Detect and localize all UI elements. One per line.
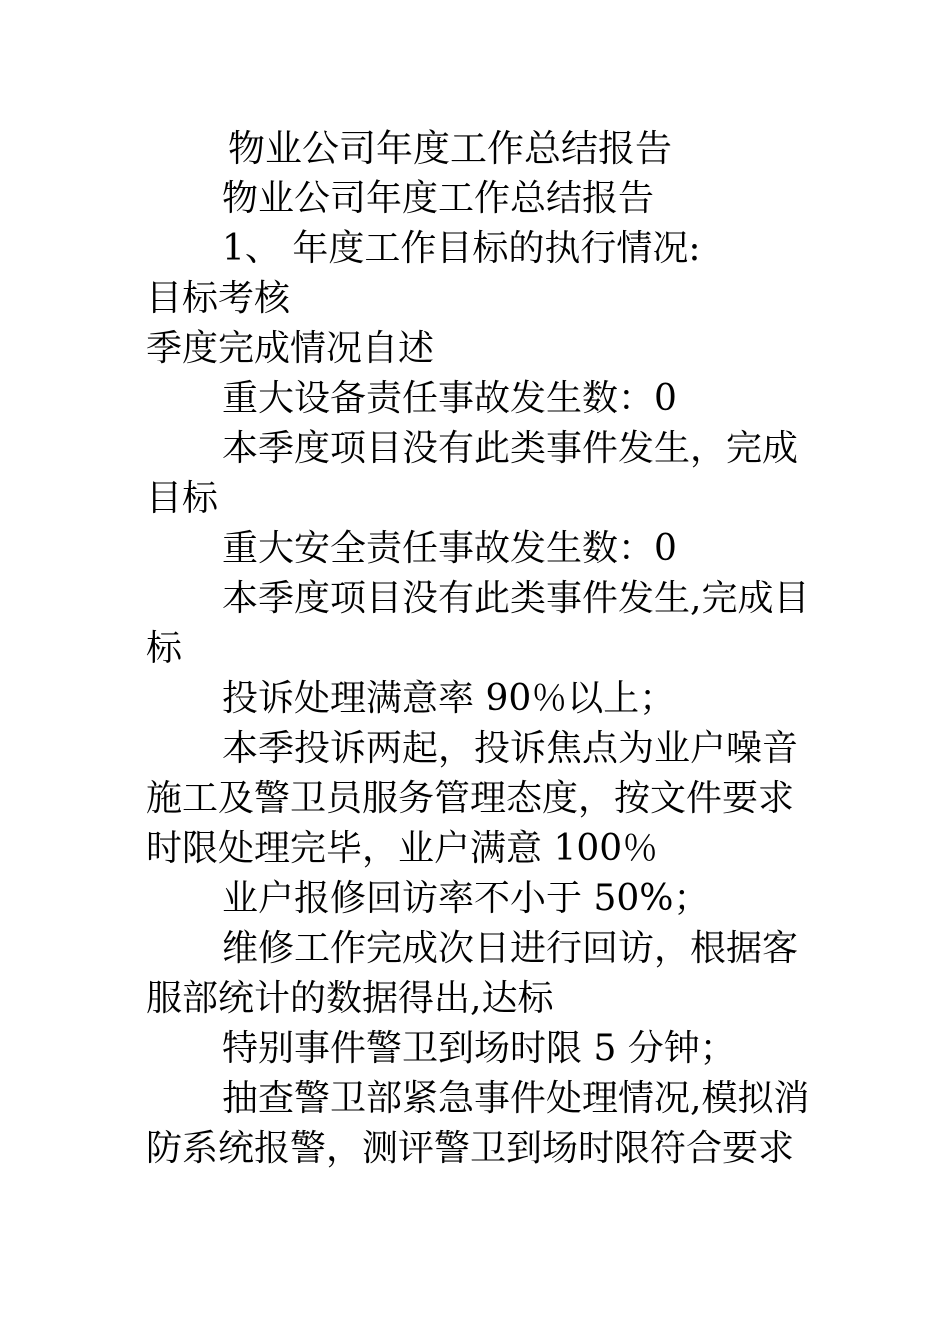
paragraph: 目标考核 — [146, 278, 291, 319]
document-body — [146, 124, 816, 1174]
paragraph: 业户报修回访率不小于 50%； — [222, 878, 710, 919]
paragraph: 本季投诉两起，投诉焦点为业户噪音施工及警卫员服务管理态度，按文件要求时限处理完毕，业户满意 100％ — [146, 728, 799, 869]
paragraph: 重大设备责任事故发生数：0 — [222, 378, 677, 419]
paragraph: 本季度项目没有此类事件发生,完成目标 — [146, 578, 810, 669]
paragraph: 抽查警卫部紧急事件处理情况,模拟消防系统报警，测评警卫到场时限符合要求 — [146, 1078, 810, 1169]
paragraph: 季度完成情况自述 — [146, 328, 435, 369]
paragraph: 维修工作完成次日进行回访，根据客服部统计的数据得出,达标 — [146, 928, 799, 1019]
paragraph: 物业公司年度工作总结报告 — [222, 178, 655, 219]
paragraph: 特别事件警卫到场时限 5 分钟； — [222, 1028, 736, 1069]
document-title: 物业公司年度工作总结报告 — [228, 127, 672, 170]
paragraph: 投诉处理满意率 90％以上； — [222, 678, 676, 719]
paragraph: 重大安全责任事故发生数：0 — [222, 528, 677, 569]
paragraph-list — [146, 174, 816, 1174]
paragraph: 本季度项目没有此类事件发生，完成目标 — [146, 428, 799, 519]
paragraph: 1、 年度工作目标的执行情况: — [222, 228, 701, 269]
